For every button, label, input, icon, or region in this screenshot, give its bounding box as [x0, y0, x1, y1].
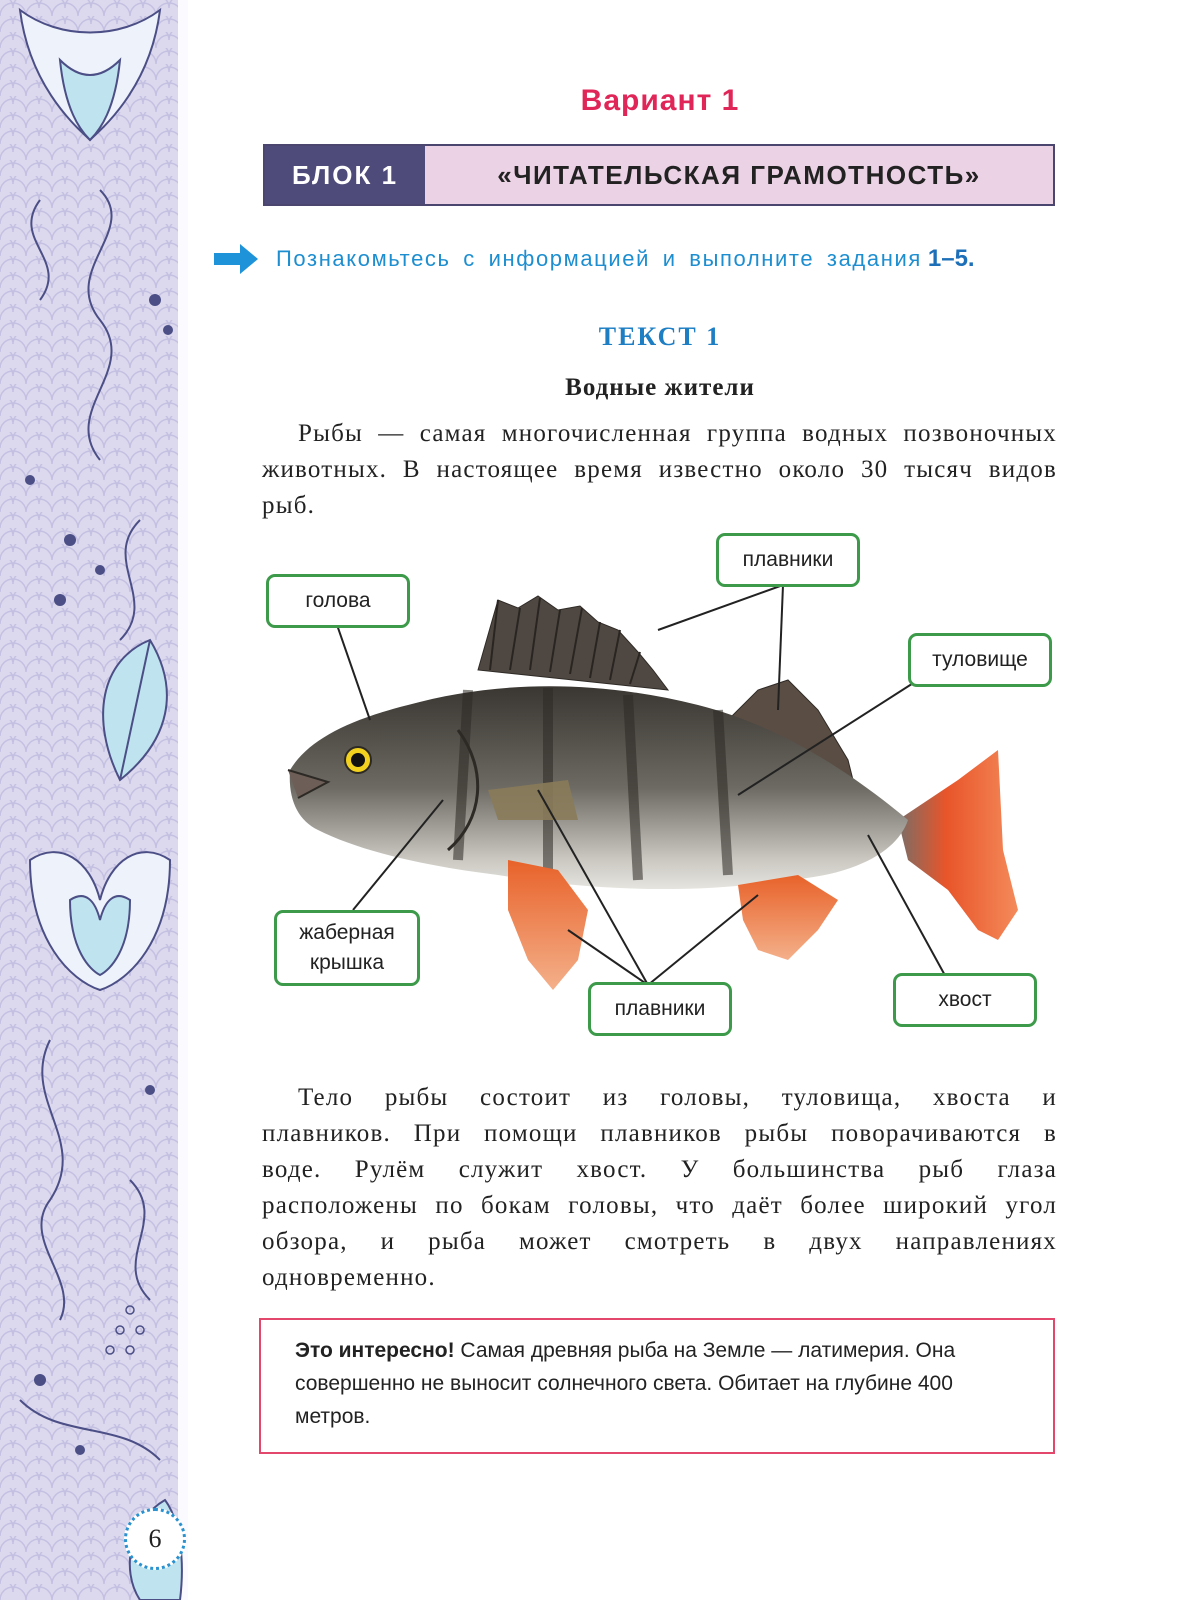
instruction-text: Познакомьтесь с информацией и выполните задания [276, 246, 922, 271]
paragraph-intro: Рыбы — самая многочисленная группа водных позвоночных животных. В настоящее время известно около 30 тысяч видов рыб. [262, 420, 1057, 519]
label-gill-cover: жаберная крышка [274, 910, 420, 986]
dorsal-fin [478, 596, 668, 690]
anal-fin [738, 875, 838, 960]
interesting-fact-box [259, 1318, 1055, 1454]
fish-diagram [258, 530, 1068, 1070]
variant-title: Вариант 1 [580, 84, 740, 117]
label-tail: хвост [893, 973, 1037, 1027]
label-fins-top: плавники [716, 533, 860, 587]
block-label: БЛОК 1 [265, 146, 425, 204]
floral-pattern [0, 0, 188, 1600]
label-head: голова [266, 574, 410, 628]
decorative-side-border [0, 0, 188, 1600]
paragraph-body: Тело рыбы состоит из головы, туловища, хвоста и плавников. При помощи плавников рыбы поворачиваются в воде. Рулём служит хвост. У большинства рыб глаза расположены по бокам головы, что даёт более широкий угол обзора, и рыба может смотреть в двух направлениях одновременно. [262, 1084, 1057, 1291]
interesting-fact-lead: Это интересно! [295, 1339, 455, 1362]
tail-fin [898, 750, 1018, 940]
page-number: 6 [124, 1508, 186, 1570]
instruction [214, 244, 975, 274]
text-title: Водные жители [565, 374, 755, 401]
interesting-fact-text: Самая древняя рыба на Земле — латимерия. Она совершенно не выносит солнечного света. Обитает на глубине 400 метров. [295, 1339, 956, 1428]
block-title: «ЧИТАТЕЛЬСКАЯ ГРАМОТНОСТЬ» [425, 146, 1053, 204]
label-fins-bottom: плавники [588, 982, 732, 1036]
instruction-task-numbers: 1–5. [927, 245, 975, 272]
label-body: туловище [908, 633, 1052, 687]
arrow-right-icon [214, 244, 258, 274]
text-label: ТЕКСТ 1 [598, 322, 722, 351]
block-header [263, 144, 1055, 206]
